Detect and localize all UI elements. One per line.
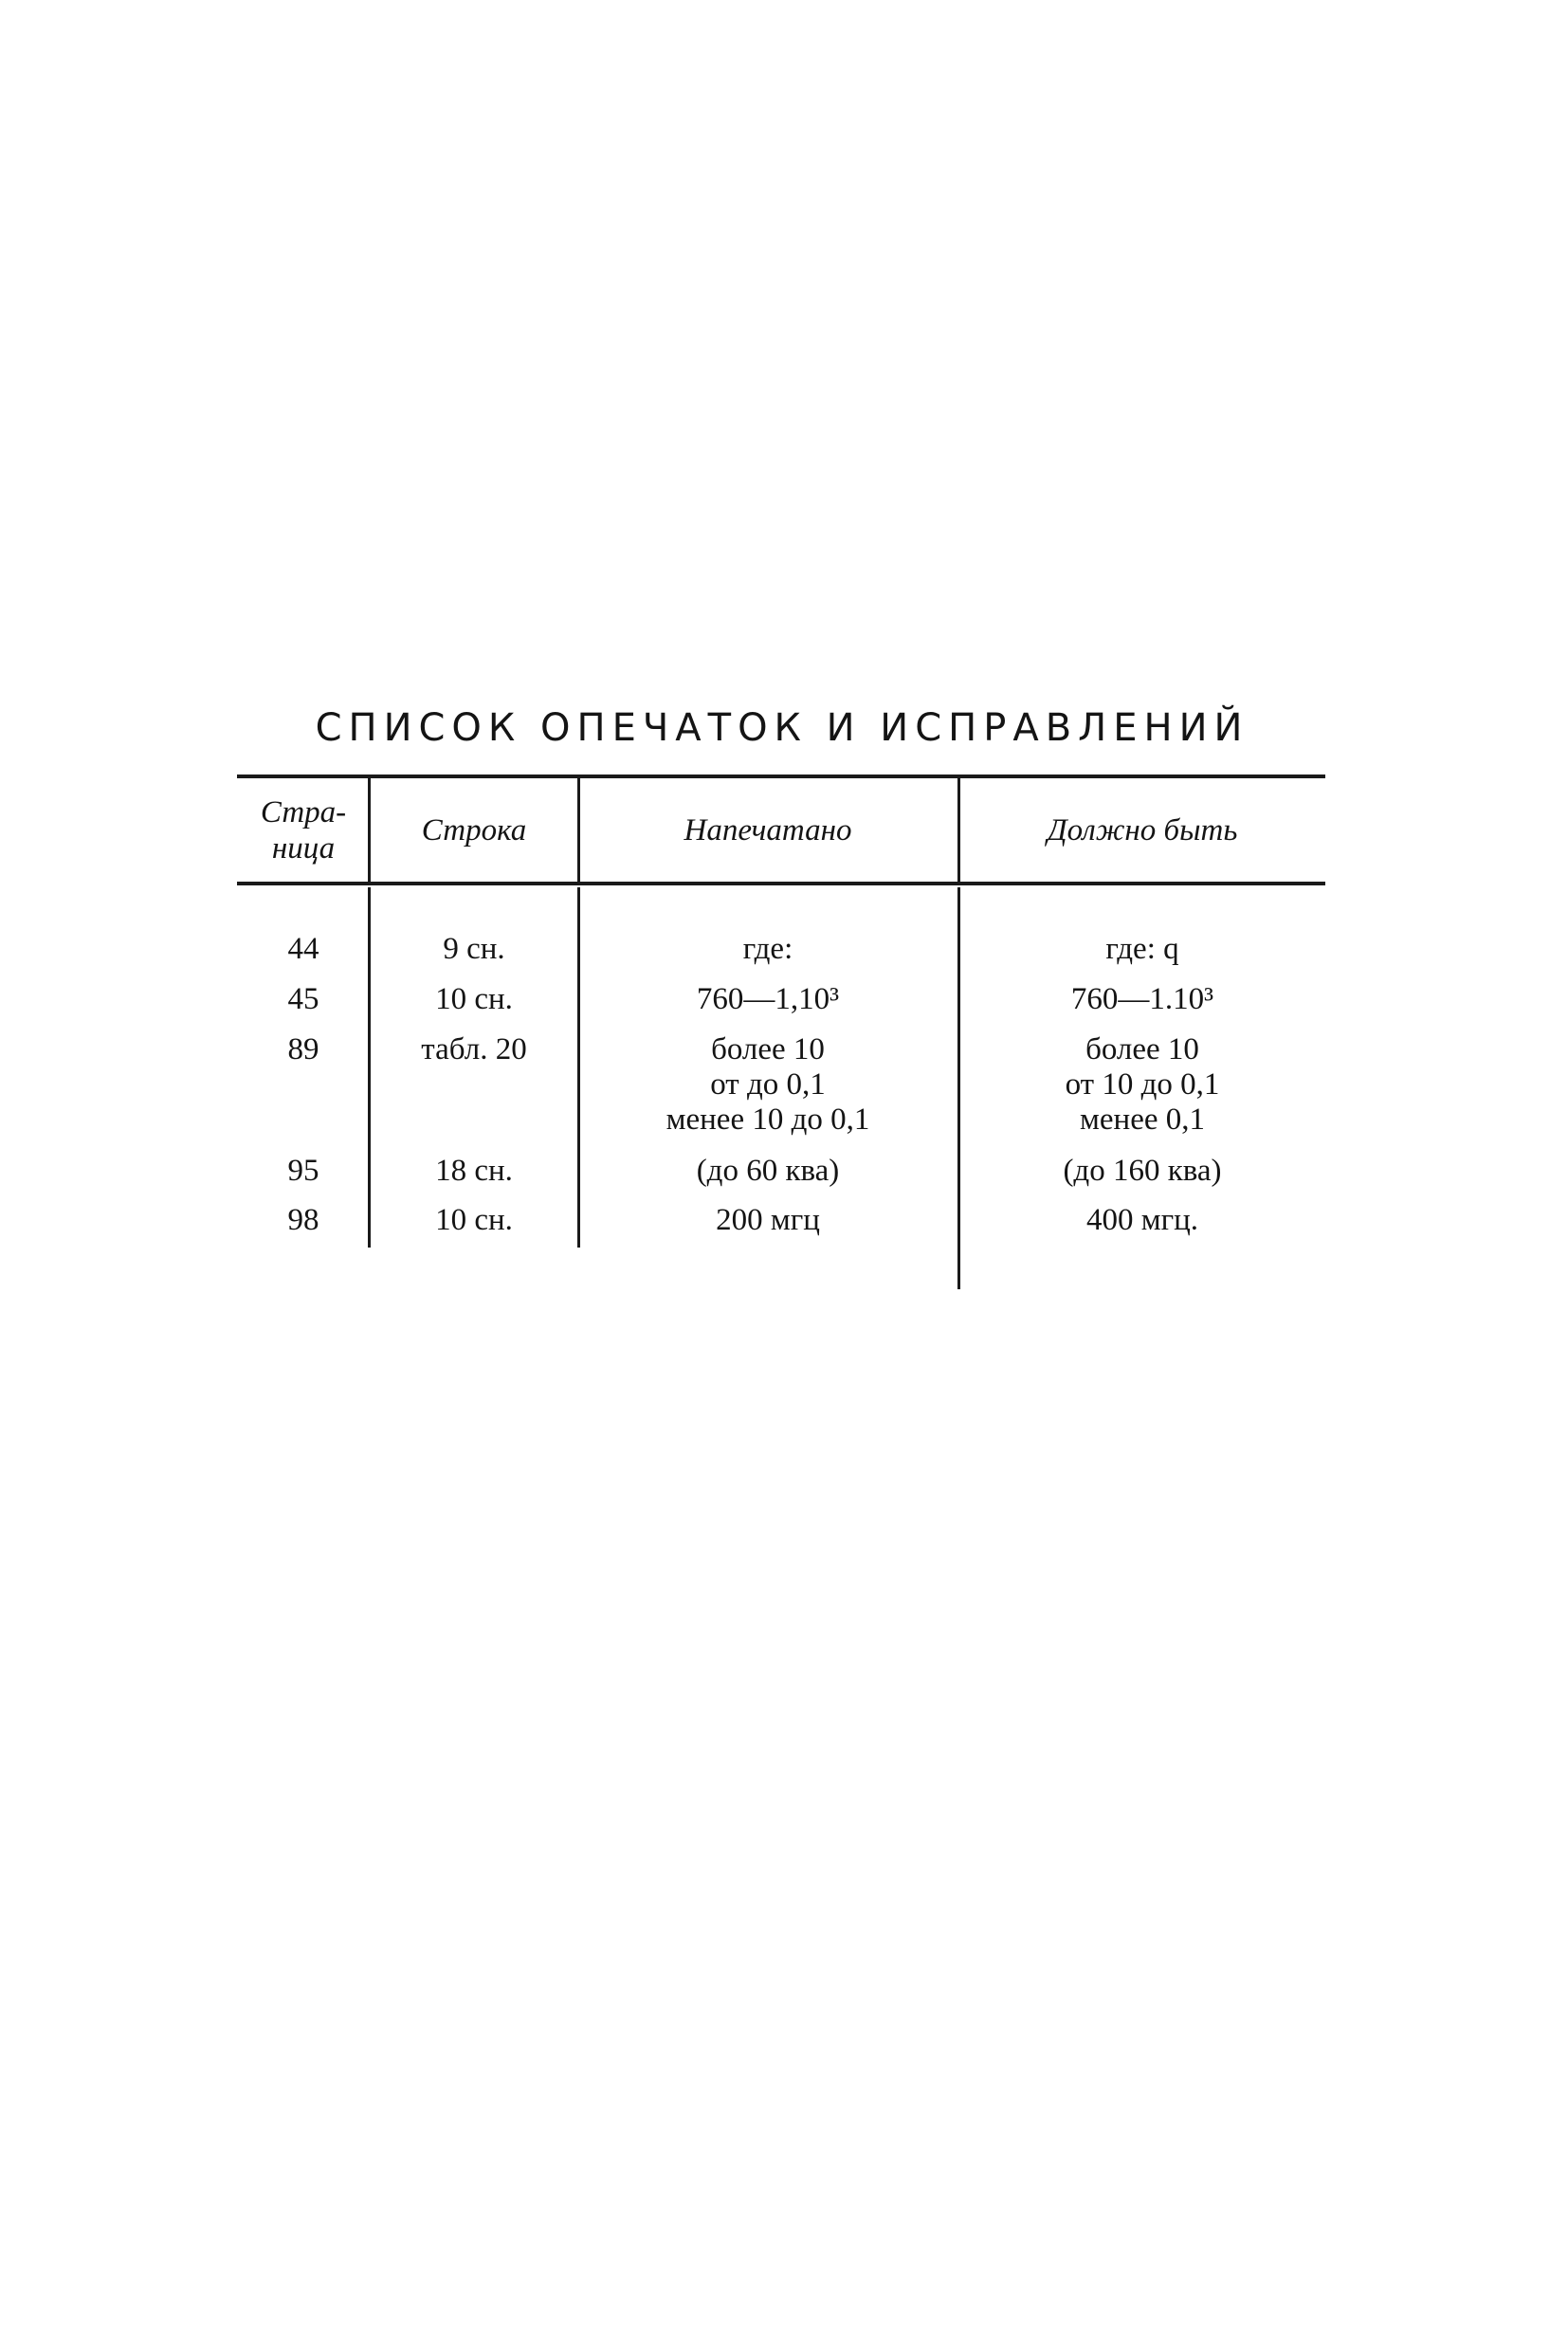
cell-line: 10 сн.	[435, 982, 513, 1016]
header-printed: Напечатано	[684, 812, 852, 847]
cell-page: 98	[287, 1203, 319, 1237]
cell-printed	[578, 982, 957, 1017]
cell-page: 89	[287, 1032, 319, 1066]
cell-should-be-line: (до 160 ква)	[1063, 1154, 1222, 1188]
header-page	[237, 778, 370, 882]
header-page-line2: ница	[271, 830, 336, 866]
cell-should-be	[959, 1154, 1325, 1189]
header-page-line1: Стра-	[260, 794, 347, 829]
cell-printed-line: от до 0,1	[710, 1067, 826, 1102]
cell-printed	[578, 932, 957, 967]
cell-should-be-line: 760—1.10³	[1070, 982, 1214, 1016]
cell-line: 10 сн.	[435, 1203, 513, 1237]
cell-should-be	[959, 1203, 1325, 1238]
cell-page: 95	[287, 1154, 319, 1188]
cell-line: 18 сн.	[435, 1154, 513, 1188]
cell-printed-line: более 10	[711, 1032, 825, 1066]
cell-printed-line: где:	[742, 932, 793, 966]
header-line: Строка	[421, 812, 527, 847]
cell-line: 9 сн.	[443, 932, 505, 966]
cell-should-be-line: от 10 до 0,1	[1065, 1067, 1220, 1102]
cell-printed-line: (до 60 ква)	[696, 1154, 840, 1188]
cell-printed-line: менее 10 до 0,1	[665, 1103, 870, 1137]
cell-should-be-line: 400 мгц.	[1085, 1203, 1199, 1237]
cell-should-be-line: где: q	[1105, 932, 1179, 966]
cell-should-be-line: более 10	[1085, 1032, 1199, 1066]
cell-line: табл. 20	[421, 1032, 527, 1066]
cell-should-be	[959, 932, 1325, 967]
cell-printed-line: 760—1,10³	[696, 982, 840, 1016]
cell-page: 44	[287, 932, 319, 966]
table-header-rule	[237, 882, 1325, 885]
header-should-be: Должно быть	[1047, 812, 1238, 847]
page-title: СПИСОК ОПЕЧАТОК И ИСПРАВЛЕНИЙ	[315, 706, 1249, 750]
cell-should-be	[959, 982, 1325, 1017]
cell-page: 45	[287, 982, 319, 1016]
cell-printed	[578, 1203, 957, 1238]
cell-should-be	[959, 1032, 1325, 1138]
cell-printed	[578, 1154, 957, 1189]
cell-printed	[578, 1032, 957, 1138]
cell-printed-line: 200 мгц	[716, 1203, 820, 1237]
cell-should-be-line: менее 0,1	[1080, 1103, 1205, 1137]
